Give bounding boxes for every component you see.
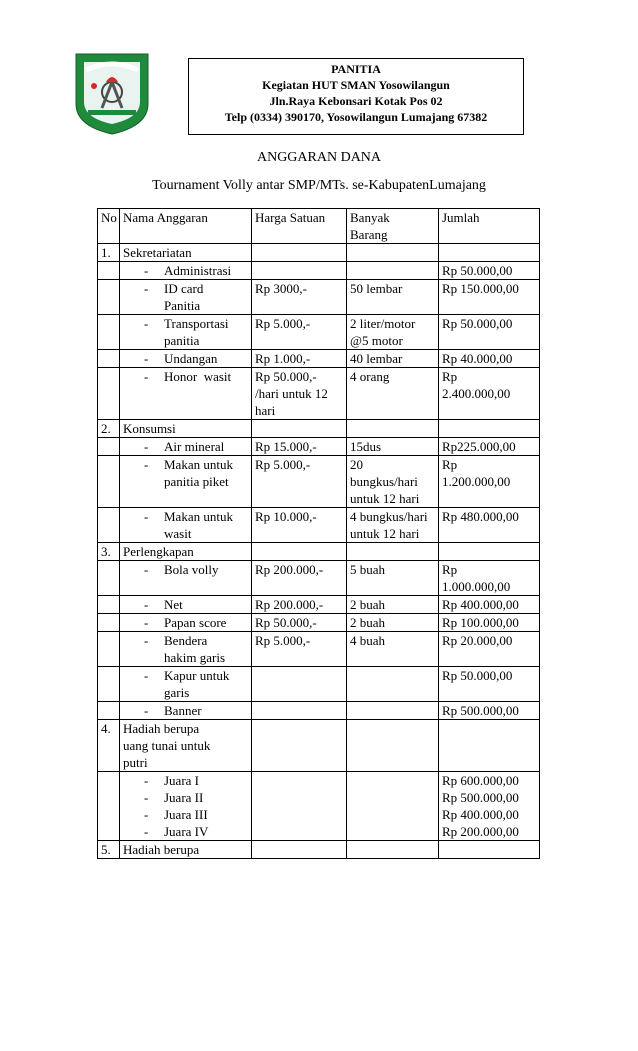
table-cell: Rp 600.000,00 Rp 500.000,00 Rp 400.000,00 Rp 200.000,00 <box>439 772 540 841</box>
table-cell <box>252 244 347 262</box>
table-row <box>98 596 540 614</box>
table-cell <box>98 368 120 420</box>
table-cell: 2 buah <box>347 614 439 632</box>
table-cell: - Banner <box>120 702 252 720</box>
document-subtitle: Tournament Volly antar SMP/MTs. se-KabupatenLumajang <box>152 178 486 193</box>
table-cell <box>98 350 120 368</box>
col-jumlah: Jumlah <box>439 209 540 244</box>
table-cell: Rp 200.000,- <box>252 596 347 614</box>
table-row <box>98 368 540 420</box>
section-row <box>98 841 540 859</box>
table-row <box>98 561 540 596</box>
table-cell: Rp 2.400.000,00 <box>439 368 540 420</box>
table-row <box>98 614 540 632</box>
table-cell: Rp 50.000,00 <box>439 262 540 280</box>
table-cell <box>98 667 120 702</box>
budget-table <box>97 208 540 859</box>
table-cell <box>98 508 120 543</box>
section-row <box>98 720 540 772</box>
table-cell: - Kapur untuk garis <box>120 667 252 702</box>
table-cell: Rp 5.000,- <box>252 632 347 667</box>
table-row <box>98 508 540 543</box>
table-cell: Rp 20.000,00 <box>439 632 540 667</box>
table-cell: 4 buah <box>347 632 439 667</box>
table-cell: 40 lembar <box>347 350 439 368</box>
table-cell <box>347 543 439 561</box>
table-cell <box>439 244 540 262</box>
col-no: No <box>98 209 120 244</box>
table-cell <box>439 420 540 438</box>
table-cell: Konsumsi <box>120 420 252 438</box>
table-cell <box>347 667 439 702</box>
table-row <box>98 456 540 508</box>
table-cell: 50 lembar <box>347 280 439 315</box>
table-row <box>98 772 540 841</box>
table-row <box>98 262 540 280</box>
table-cell: 3. <box>98 543 120 561</box>
table-cell <box>252 420 347 438</box>
table-cell: Rp 50.000,00 <box>439 315 540 350</box>
table-cell <box>347 841 439 859</box>
table-cell: 4 bungkus/hari untuk 12 hari <box>347 508 439 543</box>
table-cell <box>98 262 120 280</box>
table-cell <box>347 720 439 772</box>
table-row <box>98 315 540 350</box>
table-cell: Hadiah berupa uang tunai untuk putri <box>120 720 252 772</box>
table-cell <box>98 614 120 632</box>
table-cell: - Honor wasit <box>120 368 252 420</box>
table-cell: Rp225.000,00 <box>439 438 540 456</box>
table-cell <box>98 561 120 596</box>
table-cell <box>98 772 120 841</box>
table-row <box>98 280 540 315</box>
table-cell <box>439 543 540 561</box>
table-cell <box>347 420 439 438</box>
table-header-row <box>98 209 540 244</box>
address: Jln.Raya Kebonsari Kotak Pos 02 <box>269 94 443 108</box>
table-cell: Perlengkapan <box>120 543 252 561</box>
table-cell: 4 orang <box>347 368 439 420</box>
table-cell: - Undangan <box>120 350 252 368</box>
section-row <box>98 543 540 561</box>
table-cell <box>347 702 439 720</box>
table-cell <box>252 262 347 280</box>
table-cell: - ID card Panitia <box>120 280 252 315</box>
event-name: Kegiatan HUT SMAN Yosowilangun <box>262 78 450 92</box>
table-cell: Rp 1.000,- <box>252 350 347 368</box>
table-cell <box>98 315 120 350</box>
table-cell <box>252 543 347 561</box>
table-cell <box>439 841 540 859</box>
table-cell: Rp 50.000,- /hari untuk 12 hari <box>252 368 347 420</box>
table-cell: Rp 50.000,- <box>252 614 347 632</box>
table-cell: Rp 5.000,- <box>252 315 347 350</box>
table-cell: 2 liter/motor @5 motor <box>347 315 439 350</box>
col-nama: Nama Anggaran <box>120 209 252 244</box>
table-cell: - Juara I - Juara II - Juara III - Juara IV <box>120 772 252 841</box>
table-cell: 15dus <box>347 438 439 456</box>
table-cell: - Transportasi panitia <box>120 315 252 350</box>
table-cell: 20 bungkus/hari untuk 12 hari <box>347 456 439 508</box>
table-cell: Rp 1.200.000,00 <box>439 456 540 508</box>
table-cell <box>439 720 540 772</box>
table-cell <box>98 596 120 614</box>
col-banyak: Banyak Barang <box>347 209 439 244</box>
table-cell: 1. <box>98 244 120 262</box>
table-cell: 4. <box>98 720 120 772</box>
table-cell: Rp 150.000,00 <box>439 280 540 315</box>
table-cell: Rp 200.000,- <box>252 561 347 596</box>
table-cell: - Papan score <box>120 614 252 632</box>
table-cell: 2 buah <box>347 596 439 614</box>
table-row <box>98 667 540 702</box>
table-cell <box>98 702 120 720</box>
table-row <box>98 438 540 456</box>
table-cell: Rp 400.000,00 <box>439 596 540 614</box>
col-harga: Harga Satuan <box>252 209 347 244</box>
table-cell: - Administrasi <box>120 262 252 280</box>
table-cell: 5. <box>98 841 120 859</box>
table-cell <box>98 456 120 508</box>
table-cell: Rp 10.000,- <box>252 508 347 543</box>
document-title: ANGGARAN DANA <box>256 150 382 165</box>
table-cell: - Net <box>120 596 252 614</box>
table-cell <box>252 720 347 772</box>
table-cell <box>252 772 347 841</box>
letterhead-box <box>188 58 524 135</box>
table-row <box>98 350 540 368</box>
table-cell <box>252 667 347 702</box>
section-row <box>98 244 540 262</box>
phone: Telp (0334) 390170, Yosowilangun Lumajang 67382 <box>224 110 488 124</box>
table-cell <box>98 438 120 456</box>
table-cell: 2. <box>98 420 120 438</box>
table-cell: Rp 500.000,00 <box>439 702 540 720</box>
table-cell <box>347 244 439 262</box>
table-cell: 5 buah <box>347 561 439 596</box>
table-cell: Rp 100.000,00 <box>439 614 540 632</box>
table-row <box>98 702 540 720</box>
table-cell <box>252 702 347 720</box>
table-cell <box>347 772 439 841</box>
school-logo <box>72 52 152 136</box>
table-cell <box>252 841 347 859</box>
table-cell: Rp 1.000.000,00 <box>439 561 540 596</box>
table-cell: Hadiah berupa <box>120 841 252 859</box>
table-cell <box>98 632 120 667</box>
table-cell: - Makan untuk panitia piket <box>120 456 252 508</box>
table-cell: Rp 3000,- <box>252 280 347 315</box>
org-name: PANITIA <box>331 62 381 76</box>
table-cell: Rp 480.000,00 <box>439 508 540 543</box>
table-cell <box>98 280 120 315</box>
table-row <box>98 632 540 667</box>
table-cell: Sekretariatan <box>120 244 252 262</box>
table-cell: - Bola volly <box>120 561 252 596</box>
table-cell: - Bendera hakim garis <box>120 632 252 667</box>
table-cell: - Makan untuk wasit <box>120 508 252 543</box>
table-cell: Rp 40.000,00 <box>439 350 540 368</box>
table-cell: Rp 50.000,00 <box>439 667 540 702</box>
table-cell: Rp 15.000,- <box>252 438 347 456</box>
section-row <box>98 420 540 438</box>
table-cell: Rp 5.000,- <box>252 456 347 508</box>
table-cell <box>347 262 439 280</box>
table-cell: - Air mineral <box>120 438 252 456</box>
